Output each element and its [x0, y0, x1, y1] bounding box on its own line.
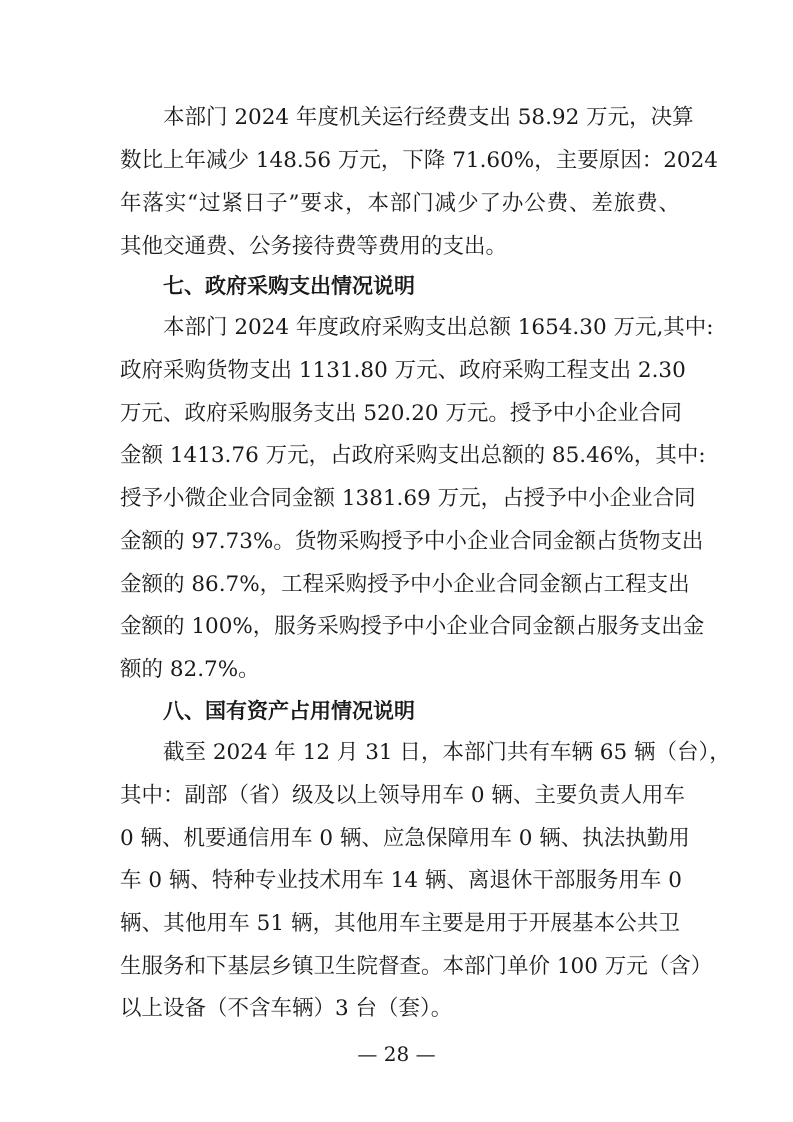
paragraph-line: 政府采购货物支出 1131.80 万元、政府采购工程支出 2.30 — [120, 358, 686, 383]
paragraph-line: 截至 2024 年 12 月 31 日，本部门共有车辆 65 辆（台）， — [163, 740, 731, 765]
paragraph-line: 授予小微企业合同金额 1381.69 万元，占授予中小企业合同 — [120, 486, 696, 511]
section-heading-procurement: 七、政府采购支出情况说明 — [163, 274, 415, 298]
paragraph-line: 数比上年减少 148.56 万元，下降 71.60%，主要原因：2024 — [120, 148, 718, 173]
paragraph-line: 0 辆、机要通信用车 0 辆、应急保障用车 0 辆、执法执勤用 — [120, 826, 690, 851]
paragraph-line: 金额的 100%，服务采购授予中小企业合同金额占服务支出金 — [120, 614, 705, 639]
paragraph-line: 金额 1413.76 万元，占政府采购支出总额的 85.46%，其中: — [120, 443, 706, 468]
paragraph-line: 金额的 97.73%。货物采购授予中小企业合同金额占货物支出 — [120, 529, 704, 554]
paragraph-line: 本部门 2024 年度政府采购支出总额 1654.30 万元,其中: — [163, 315, 714, 340]
paragraph-line: 车 0 辆、特种专业技术用车 14 辆、离退休干部服务用车 0 — [120, 868, 682, 893]
paragraph-line: 本部门 2024 年度机关运行经费支出 58.92 万元，决算 — [163, 105, 694, 130]
paragraph-line: 其他交通费、公务接待费等费用的支出。 — [120, 234, 508, 259]
paragraph-line: 生服务和下基层乡镇卫生院督查。本部门单价 100 万元（含） — [120, 954, 713, 979]
paragraph-line: 其中：副部（省）级及以上领导用车 0 辆、主要负责人用车 — [120, 783, 685, 808]
paragraph-line: 以上设备（不含车辆）3 台（套）。 — [120, 996, 453, 1021]
paragraph-line: 万元、政府采购服务支出 520.20 万元。授予中小企业合同 — [120, 401, 682, 426]
page-number: — 28 — — [357, 1042, 436, 1066]
section-heading-state-assets: 八、国有资产占用情况说明 — [163, 699, 415, 723]
paragraph-line: 金额的 86.7%，工程采购授予中小企业合同金额占工程支出 — [120, 572, 690, 597]
paragraph-line: 辆、其他用车 51 辆，其他用车主要是用于开展基本公共卫 — [120, 911, 680, 936]
paragraph-line: 年落实“过紧日子”要求，本部门减少了办公费、差旅费、 — [120, 191, 680, 216]
paragraph-line: 额的 82.7%。 — [120, 657, 260, 682]
